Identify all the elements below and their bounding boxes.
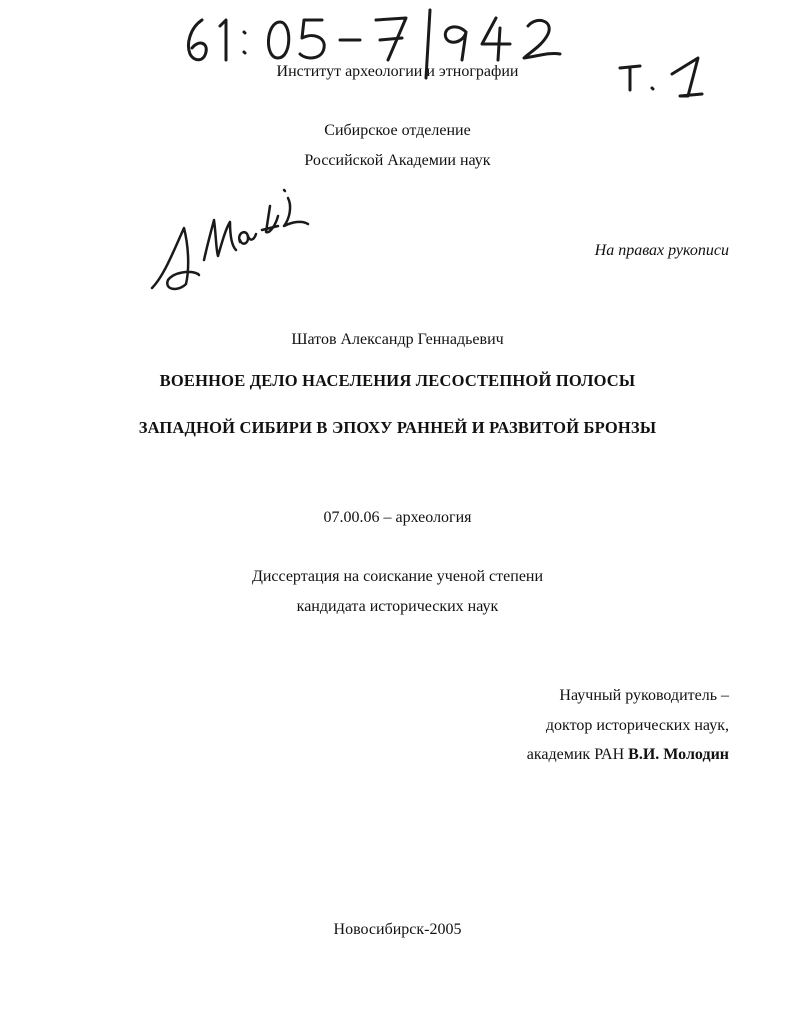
degree-line2: кандидата исторических наук [296,598,499,615]
degree-line1: Диссертация на соискание ученой степени [251,568,544,585]
supervisor-label: Научный руководитель – [559,687,729,704]
supervisor-degree: доктор исторических наук, [545,717,729,734]
manuscript-rights-note: На правах рукописи [594,242,729,259]
dissertation-title-line2: ЗАПАДНОЙ СИБИРИ В ЭПОХУ РАННЕЙ И РАЗВИТОЙ БРОНЗЫ [138,418,657,437]
specialty-code: 07.00.06 – археология [323,509,472,526]
handwritten-signature [144,180,314,310]
institution-branch-line1: Сибирское отделение [324,122,471,139]
supervisor-name-line [527,745,729,765]
institution-name: Институт археологии и этнографии [276,63,519,80]
author-name: Шатов Александр Геннадьевич [291,331,504,348]
institution-branch-line2: Российской Академии наук [304,152,491,169]
supervisor-title: академик РАН [526,746,629,763]
dissertation-title-line1: ВОЕННОЕ ДЕЛО НАСЕЛЕНИЯ ЛЕСОСТЕПНОЙ ПОЛОСЫ [159,371,636,390]
supervisor-name: В.И. Молодин [628,746,729,763]
city-year: Новосибирск-2005 [333,921,462,938]
